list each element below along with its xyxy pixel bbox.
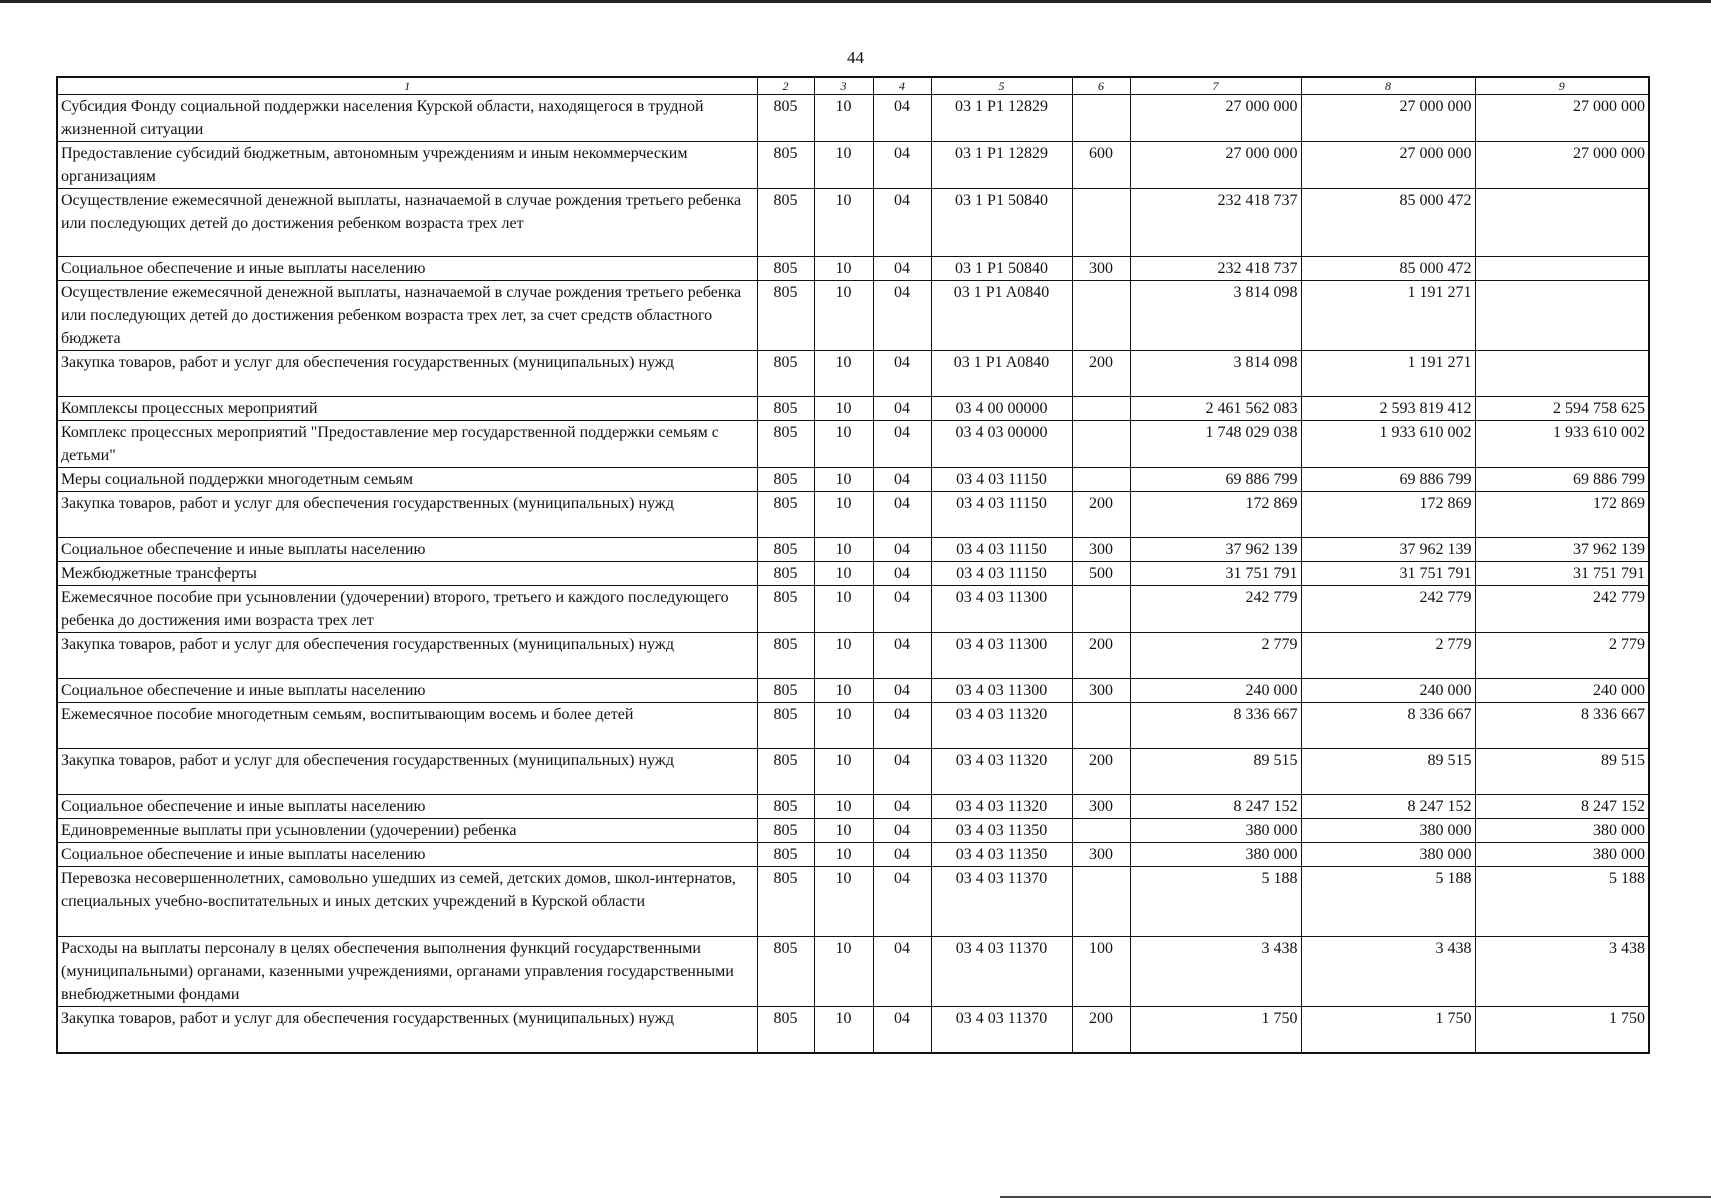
row-name: Социальное обеспечение и иные выплаты населению — [57, 679, 757, 703]
row-amount-year-3: 172 869 — [1475, 492, 1649, 538]
row-subsection-code: 04 — [873, 749, 931, 795]
row-grbs-code: 805 — [757, 281, 814, 351]
table-body — [57, 95, 1649, 1053]
row-subsection-code: 04 — [873, 867, 931, 937]
row-amount-year-2: 3 438 — [1301, 937, 1475, 1007]
table-row — [57, 843, 1649, 867]
row-expense-type-code: 300 — [1072, 257, 1130, 281]
row-amount-year-1: 37 962 139 — [1130, 538, 1301, 562]
row-expense-type-code: 200 — [1072, 633, 1130, 679]
row-amount-year-2: 8 247 152 — [1301, 795, 1475, 819]
row-grbs-code: 805 — [757, 562, 814, 586]
top-scan-border — [0, 0, 1711, 3]
row-expense-type-code — [1072, 468, 1130, 492]
table-row — [57, 749, 1649, 795]
row-amount-year-2: 242 779 — [1301, 586, 1475, 633]
row-amount-year-2: 1 750 — [1301, 1007, 1475, 1053]
row-name: Закупка товаров, работ и услуг для обеспечения государственных (муниципальных) нужд — [57, 633, 757, 679]
row-amount-year-2: 2 593 819 412 — [1301, 397, 1475, 421]
row-subsection-code: 04 — [873, 468, 931, 492]
row-amount-year-2: 37 962 139 — [1301, 538, 1475, 562]
row-subsection-code: 04 — [873, 633, 931, 679]
table-row — [57, 281, 1649, 351]
row-amount-year-3: 2 594 758 625 — [1475, 397, 1649, 421]
row-amount-year-1: 172 869 — [1130, 492, 1301, 538]
column-number: 2 — [757, 77, 814, 95]
table-row — [57, 397, 1649, 421]
row-subsection-code: 04 — [873, 679, 931, 703]
row-target-item-code: 03 4 03 11150 — [931, 468, 1072, 492]
row-name: Закупка товаров, работ и услуг для обеспечения государственных (муниципальных) нужд — [57, 1007, 757, 1053]
row-expense-type-code — [1072, 281, 1130, 351]
row-section-code: 10 — [814, 633, 873, 679]
row-amount-year-2: 380 000 — [1301, 819, 1475, 843]
table-row — [57, 468, 1649, 492]
row-expense-type-code — [1072, 867, 1130, 937]
table-row — [57, 421, 1649, 468]
row-expense-type-code: 200 — [1072, 351, 1130, 397]
row-subsection-code: 04 — [873, 281, 931, 351]
column-number: 6 — [1072, 77, 1130, 95]
row-amount-year-1: 232 418 737 — [1130, 257, 1301, 281]
row-grbs-code: 805 — [757, 189, 814, 257]
table-row — [57, 795, 1649, 819]
row-expense-type-code — [1072, 819, 1130, 843]
row-grbs-code: 805 — [757, 843, 814, 867]
row-section-code: 10 — [814, 421, 873, 468]
row-expense-type-code: 300 — [1072, 795, 1130, 819]
row-grbs-code: 805 — [757, 1007, 814, 1053]
row-expense-type-code: 100 — [1072, 937, 1130, 1007]
row-grbs-code: 805 — [757, 421, 814, 468]
row-grbs-code: 805 — [757, 351, 814, 397]
row-amount-year-3 — [1475, 189, 1649, 257]
row-section-code: 10 — [814, 492, 873, 538]
row-grbs-code: 805 — [757, 586, 814, 633]
row-section-code: 10 — [814, 679, 873, 703]
row-section-code: 10 — [814, 351, 873, 397]
row-target-item-code: 03 4 03 11370 — [931, 1007, 1072, 1053]
row-amount-year-1: 3 814 098 — [1130, 351, 1301, 397]
row-grbs-code: 805 — [757, 795, 814, 819]
row-amount-year-2: 380 000 — [1301, 843, 1475, 867]
row-target-item-code: 03 4 00 00000 — [931, 397, 1072, 421]
row-target-item-code: 03 4 03 11350 — [931, 819, 1072, 843]
column-number: 8 — [1301, 77, 1475, 95]
row-expense-type-code — [1072, 421, 1130, 468]
row-amount-year-3: 37 962 139 — [1475, 538, 1649, 562]
row-amount-year-3: 31 751 791 — [1475, 562, 1649, 586]
row-target-item-code: 03 4 03 00000 — [931, 421, 1072, 468]
row-subsection-code: 04 — [873, 142, 931, 189]
row-target-item-code: 03 1 P1 50840 — [931, 257, 1072, 281]
table-row — [57, 819, 1649, 843]
budget-table — [56, 76, 1650, 1054]
row-amount-year-3: 27 000 000 — [1475, 95, 1649, 142]
row-expense-type-code: 300 — [1072, 679, 1130, 703]
row-amount-year-1: 1 750 — [1130, 1007, 1301, 1053]
row-amount-year-2: 1 933 610 002 — [1301, 421, 1475, 468]
row-amount-year-1: 89 515 — [1130, 749, 1301, 795]
row-amount-year-2: 27 000 000 — [1301, 142, 1475, 189]
row-section-code: 10 — [814, 819, 873, 843]
row-amount-year-2: 1 191 271 — [1301, 351, 1475, 397]
row-name: Комплексы процессных мероприятий — [57, 397, 757, 421]
row-name: Ежемесячное пособие при усыновлении (удочерении) второго, третьего и каждого последующего ребенка до достижения ими возраста трех лет — [57, 586, 757, 633]
row-subsection-code: 04 — [873, 257, 931, 281]
row-subsection-code: 04 — [873, 843, 931, 867]
row-grbs-code: 805 — [757, 468, 814, 492]
row-name: Межбюджетные трансферты — [57, 562, 757, 586]
table-row — [57, 679, 1649, 703]
row-amount-year-1: 8 247 152 — [1130, 795, 1301, 819]
row-grbs-code: 805 — [757, 257, 814, 281]
row-subsection-code: 04 — [873, 937, 931, 1007]
row-expense-type-code — [1072, 189, 1130, 257]
row-name: Субсидия Фонду социальной поддержки населения Курской области, находящегося в трудной жизненной ситуации — [57, 95, 757, 142]
row-amount-year-1: 3 438 — [1130, 937, 1301, 1007]
row-name: Осуществление ежемесячной денежной выплаты, назначаемой в случае рождения третьего ребенка или последующих детей до достижения ребенком возраста трех лет, за счет средств областного бюджета — [57, 281, 757, 351]
table-row — [57, 538, 1649, 562]
row-expense-type-code — [1072, 95, 1130, 142]
table-row — [57, 937, 1649, 1007]
table-row — [57, 95, 1649, 142]
row-amount-year-3: 2 779 — [1475, 633, 1649, 679]
row-name: Закупка товаров, работ и услуг для обеспечения государственных (муниципальных) нужд — [57, 492, 757, 538]
row-amount-year-2: 240 000 — [1301, 679, 1475, 703]
row-name: Расходы на выплаты персоналу в целях обеспечения выполнения функций государственными (муниципальными) органами, казенными учреждениями, органами управления государственными внебюджетными фондами — [57, 937, 757, 1007]
row-target-item-code: 03 4 03 11150 — [931, 492, 1072, 538]
row-expense-type-code: 600 — [1072, 142, 1130, 189]
row-amount-year-2: 5 188 — [1301, 867, 1475, 937]
row-amount-year-2: 85 000 472 — [1301, 189, 1475, 257]
row-name: Социальное обеспечение и иные выплаты населению — [57, 538, 757, 562]
row-amount-year-1: 232 418 737 — [1130, 189, 1301, 257]
bottom-scan-border — [1000, 1196, 1711, 1198]
table-row — [57, 703, 1649, 749]
row-target-item-code: 03 4 03 11350 — [931, 843, 1072, 867]
column-number: 7 — [1130, 77, 1301, 95]
row-amount-year-2: 89 515 — [1301, 749, 1475, 795]
row-amount-year-2: 2 779 — [1301, 633, 1475, 679]
row-subsection-code: 04 — [873, 492, 931, 538]
row-amount-year-3: 3 438 — [1475, 937, 1649, 1007]
row-section-code: 10 — [814, 257, 873, 281]
row-amount-year-1: 2 461 562 083 — [1130, 397, 1301, 421]
row-section-code: 10 — [814, 749, 873, 795]
row-expense-type-code: 200 — [1072, 492, 1130, 538]
row-grbs-code: 805 — [757, 679, 814, 703]
column-number: 3 — [814, 77, 873, 95]
row-section-code: 10 — [814, 281, 873, 351]
row-expense-type-code: 200 — [1072, 1007, 1130, 1053]
row-target-item-code: 03 4 03 11320 — [931, 703, 1072, 749]
row-target-item-code: 03 1 P1 12829 — [931, 95, 1072, 142]
row-amount-year-3: 380 000 — [1475, 843, 1649, 867]
row-section-code: 10 — [814, 468, 873, 492]
row-expense-type-code: 200 — [1072, 749, 1130, 795]
row-grbs-code: 805 — [757, 749, 814, 795]
page-number: 44 — [847, 48, 864, 67]
row-amount-year-1: 380 000 — [1130, 819, 1301, 843]
row-section-code: 10 — [814, 703, 873, 749]
row-amount-year-2: 8 336 667 — [1301, 703, 1475, 749]
row-grbs-code: 805 — [757, 819, 814, 843]
row-target-item-code: 03 1 P1 50840 — [931, 189, 1072, 257]
row-name: Закупка товаров, работ и услуг для обеспечения государственных (муниципальных) нужд — [57, 749, 757, 795]
row-section-code: 10 — [814, 937, 873, 1007]
row-amount-year-2: 27 000 000 — [1301, 95, 1475, 142]
row-target-item-code: 03 4 03 11370 — [931, 937, 1072, 1007]
row-amount-year-1: 2 779 — [1130, 633, 1301, 679]
row-amount-year-1: 69 886 799 — [1130, 468, 1301, 492]
table-row — [57, 1007, 1649, 1053]
row-amount-year-1: 31 751 791 — [1130, 562, 1301, 586]
row-grbs-code: 805 — [757, 633, 814, 679]
row-amount-year-1: 242 779 — [1130, 586, 1301, 633]
row-target-item-code: 03 4 03 11320 — [931, 749, 1072, 795]
row-target-item-code: 03 4 03 11300 — [931, 633, 1072, 679]
row-grbs-code: 805 — [757, 937, 814, 1007]
row-amount-year-1: 240 000 — [1130, 679, 1301, 703]
row-amount-year-1: 3 814 098 — [1130, 281, 1301, 351]
row-target-item-code: 03 4 03 11370 — [931, 867, 1072, 937]
table-row — [57, 633, 1649, 679]
row-name: Комплекс процессных мероприятий "Предоставление мер государственной поддержки семьям с детьми" — [57, 421, 757, 468]
row-amount-year-3: 8 247 152 — [1475, 795, 1649, 819]
table-row — [57, 351, 1649, 397]
row-amount-year-2: 1 191 271 — [1301, 281, 1475, 351]
row-subsection-code: 04 — [873, 397, 931, 421]
table-row — [57, 586, 1649, 633]
row-target-item-code: 03 4 03 11300 — [931, 586, 1072, 633]
row-amount-year-3 — [1475, 351, 1649, 397]
table-row — [57, 189, 1649, 257]
row-name: Предоставление субсидий бюджетным, автономным учреждениям и иным некоммерческим организациям — [57, 142, 757, 189]
row-subsection-code: 04 — [873, 795, 931, 819]
column-number: 5 — [931, 77, 1072, 95]
row-amount-year-3: 240 000 — [1475, 679, 1649, 703]
row-name: Социальное обеспечение и иные выплаты населению — [57, 843, 757, 867]
row-target-item-code: 03 1 P1 A0840 — [931, 351, 1072, 397]
row-amount-year-1: 27 000 000 — [1130, 95, 1301, 142]
row-amount-year-3: 69 886 799 — [1475, 468, 1649, 492]
row-expense-type-code: 300 — [1072, 538, 1130, 562]
row-subsection-code: 04 — [873, 351, 931, 397]
row-amount-year-2: 31 751 791 — [1301, 562, 1475, 586]
row-subsection-code: 04 — [873, 1007, 931, 1053]
row-amount-year-3: 89 515 — [1475, 749, 1649, 795]
row-section-code: 10 — [814, 189, 873, 257]
row-subsection-code: 04 — [873, 562, 931, 586]
row-grbs-code: 805 — [757, 142, 814, 189]
row-section-code: 10 — [814, 397, 873, 421]
row-amount-year-3: 242 779 — [1475, 586, 1649, 633]
row-amount-year-2: 172 869 — [1301, 492, 1475, 538]
row-name: Закупка товаров, работ и услуг для обеспечения государственных (муниципальных) нужд — [57, 351, 757, 397]
row-grbs-code: 805 — [757, 397, 814, 421]
row-expense-type-code — [1072, 703, 1130, 749]
row-section-code: 10 — [814, 867, 873, 937]
row-amount-year-3 — [1475, 281, 1649, 351]
row-expense-type-code: 500 — [1072, 562, 1130, 586]
row-target-item-code: 03 1 P1 12829 — [931, 142, 1072, 189]
row-expense-type-code — [1072, 586, 1130, 633]
row-target-item-code: 03 4 03 11150 — [931, 562, 1072, 586]
table-row — [57, 257, 1649, 281]
row-name: Перевозка несовершеннолетних, самовольно ушедших из семей, детских домов, школ-интернатов, специальных учебно-воспитательных и иных детских учреждений в Курской области — [57, 867, 757, 937]
row-section-code: 10 — [814, 1007, 873, 1053]
row-name: Осуществление ежемесячной денежной выплаты, назначаемой в случае рождения третьего ребенка или последующих детей до достижения ребенком возраста трех лет — [57, 189, 757, 257]
row-name: Меры социальной поддержки многодетным семьям — [57, 468, 757, 492]
row-amount-year-1: 1 748 029 038 — [1130, 421, 1301, 468]
row-subsection-code: 04 — [873, 95, 931, 142]
row-amount-year-2: 85 000 472 — [1301, 257, 1475, 281]
row-target-item-code: 03 4 03 11150 — [931, 538, 1072, 562]
row-name: Ежемесячное пособие многодетным семьям, воспитывающим восемь и более детей — [57, 703, 757, 749]
row-amount-year-3: 380 000 — [1475, 819, 1649, 843]
row-subsection-code: 04 — [873, 421, 931, 468]
row-subsection-code: 04 — [873, 189, 931, 257]
row-grbs-code: 805 — [757, 703, 814, 749]
row-target-item-code: 03 4 03 11320 — [931, 795, 1072, 819]
row-name: Единовременные выплаты при усыновлении (удочерении) ребенка — [57, 819, 757, 843]
table-row — [57, 562, 1649, 586]
row-amount-year-1: 380 000 — [1130, 843, 1301, 867]
table-row — [57, 492, 1649, 538]
table-row — [57, 867, 1649, 937]
row-subsection-code: 04 — [873, 586, 931, 633]
row-subsection-code: 04 — [873, 538, 931, 562]
row-amount-year-3: 27 000 000 — [1475, 142, 1649, 189]
row-target-item-code: 03 1 P1 A0840 — [931, 281, 1072, 351]
row-target-item-code: 03 4 03 11300 — [931, 679, 1072, 703]
row-amount-year-3: 1 750 — [1475, 1007, 1649, 1053]
row-subsection-code: 04 — [873, 819, 931, 843]
row-amount-year-2: 69 886 799 — [1301, 468, 1475, 492]
row-section-code: 10 — [814, 843, 873, 867]
column-number: 9 — [1475, 77, 1649, 95]
row-grbs-code: 805 — [757, 867, 814, 937]
row-section-code: 10 — [814, 142, 873, 189]
column-number: 4 — [873, 77, 931, 95]
column-number-row — [57, 77, 1649, 95]
row-section-code: 10 — [814, 586, 873, 633]
row-amount-year-1: 8 336 667 — [1130, 703, 1301, 749]
table-row — [57, 142, 1649, 189]
row-grbs-code: 805 — [757, 95, 814, 142]
row-subsection-code: 04 — [873, 703, 931, 749]
row-section-code: 10 — [814, 538, 873, 562]
row-grbs-code: 805 — [757, 492, 814, 538]
row-amount-year-1: 5 188 — [1130, 867, 1301, 937]
row-grbs-code: 805 — [757, 538, 814, 562]
column-number: 1 — [57, 77, 757, 95]
row-section-code: 10 — [814, 795, 873, 819]
row-amount-year-3: 1 933 610 002 — [1475, 421, 1649, 468]
row-expense-type-code — [1072, 397, 1130, 421]
row-section-code: 10 — [814, 95, 873, 142]
row-amount-year-1: 27 000 000 — [1130, 142, 1301, 189]
row-amount-year-3 — [1475, 257, 1649, 281]
row-name: Социальное обеспечение и иные выплаты населению — [57, 795, 757, 819]
row-amount-year-3: 8 336 667 — [1475, 703, 1649, 749]
row-section-code: 10 — [814, 562, 873, 586]
row-expense-type-code: 300 — [1072, 843, 1130, 867]
row-amount-year-3: 5 188 — [1475, 867, 1649, 937]
row-name: Социальное обеспечение и иные выплаты населению — [57, 257, 757, 281]
